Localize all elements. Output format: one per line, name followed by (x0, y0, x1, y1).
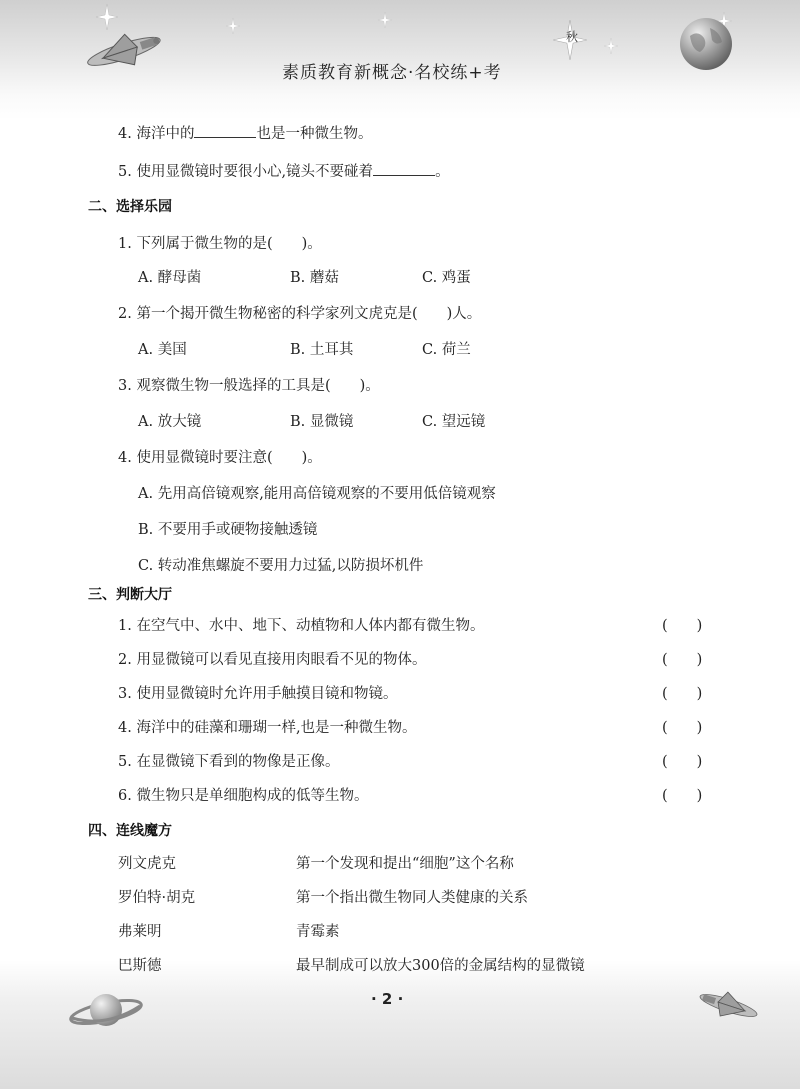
choice-option[interactable]: C. 转动准焦螺旋不要用力过猛,以防损坏机件 (138, 558, 424, 574)
choice-option[interactable]: A. 酵母菌 (138, 270, 202, 286)
planet-icon (66, 988, 146, 1032)
match-left-item[interactable]: 巴斯德 (118, 958, 162, 974)
fill-question-5 (118, 160, 450, 181)
fill-question-4 (118, 122, 372, 143)
sparkle-icon (226, 18, 240, 34)
match-right-item[interactable]: 第一个指出微生物同人类健康的关系 (296, 890, 528, 906)
sparkle-icon (604, 38, 618, 54)
answer-blank[interactable] (373, 163, 435, 176)
judge-statement: 2. 用显微镜可以看见直接用肉眼看不见的物体。 (118, 652, 427, 668)
choice-option[interactable]: A. 美国 (138, 342, 187, 358)
judge-statement: 1. 在空气中、水中、地下、动植物和人体内都有微生物。 (118, 618, 485, 634)
choice-question: 2. 第一个揭开微生物秘密的科学家列文虎克是( )人。 (118, 306, 482, 322)
match-right-item[interactable]: 最早制成可以放大300倍的金属结构的显微镜 (296, 958, 585, 974)
match-right-item[interactable]: 青霉素 (296, 924, 340, 940)
choice-option[interactable]: A. 放大镜 (138, 414, 202, 430)
globe-icon (678, 16, 734, 72)
space-shuttle-icon (690, 984, 770, 1028)
section-heading-match: 四、连线魔方 (88, 823, 172, 839)
match-left-item[interactable]: 罗伯特·胡克 (118, 890, 196, 906)
fill-question-text: 5. 使用显微镜时要很小心,镜头不要碰着 (118, 164, 374, 180)
answer-paren[interactable]: ( ) (662, 754, 703, 770)
choice-option[interactable]: B. 显微镜 (290, 414, 354, 430)
answer-paren[interactable]: ( ) (662, 686, 703, 702)
judge-statement: 3. 使用显微镜时允许用手触摸目镜和物镜。 (118, 686, 398, 702)
judge-statement: 5. 在显微镜下看到的物像是正像。 (118, 754, 340, 770)
choice-question: 1. 下列属于微生物的是( )。 (118, 236, 322, 252)
sparkle-icon (96, 4, 118, 30)
choice-option[interactable]: C. 望远镜 (422, 414, 486, 430)
choice-option[interactable]: A. 先用高倍镜观察,能用高倍镜观察的不要用低倍镜观察 (138, 486, 496, 502)
match-left-item[interactable]: 列文虎克 (118, 856, 176, 872)
match-left-item[interactable]: 弗莱明 (118, 924, 162, 940)
section-heading-choice: 二、选择乐园 (88, 199, 172, 215)
choice-option[interactable]: B. 土耳其 (290, 342, 354, 358)
section-heading-judge: 三、判断大厅 (88, 587, 172, 603)
page-title: 素质教育新概念·名校练+考 (282, 63, 502, 83)
answer-paren[interactable]: ( ) (662, 788, 703, 804)
choice-option[interactable]: B. 不要用手或硬物接触透镜 (138, 522, 318, 538)
fill-question-text: 4. 海洋中的 (118, 126, 195, 142)
sparkle-icon (378, 12, 392, 28)
choice-question: 3. 观察微生物一般选择的工具是( )。 (118, 378, 380, 394)
choice-option[interactable]: C. 鸡蛋 (422, 270, 471, 286)
choice-question: 4. 使用显微镜时要注意( )。 (118, 450, 322, 466)
fill-question-text: 。 (435, 164, 450, 180)
match-right-item[interactable]: 第一个发现和提出“细胞”这个名称 (296, 856, 514, 872)
judge-statement: 6. 微生物只是单细胞构成的低等生物。 (118, 788, 369, 804)
answer-paren[interactable]: ( ) (662, 652, 703, 668)
choice-option[interactable]: B. 蘑菇 (290, 270, 339, 286)
fill-question-text: 也是一种微生物。 (256, 126, 373, 142)
choice-option[interactable]: C. 荷兰 (422, 342, 471, 358)
answer-paren[interactable]: ( ) (662, 720, 703, 736)
judge-statement: 4. 海洋中的硅藻和珊瑚一样,也是一种微生物。 (118, 720, 417, 736)
season-label: 秋 (566, 30, 579, 44)
answer-blank[interactable] (194, 125, 256, 138)
answer-paren[interactable]: ( ) (662, 618, 703, 634)
space-shuttle-icon (72, 24, 172, 80)
page-number: · 2 · (371, 990, 404, 1008)
